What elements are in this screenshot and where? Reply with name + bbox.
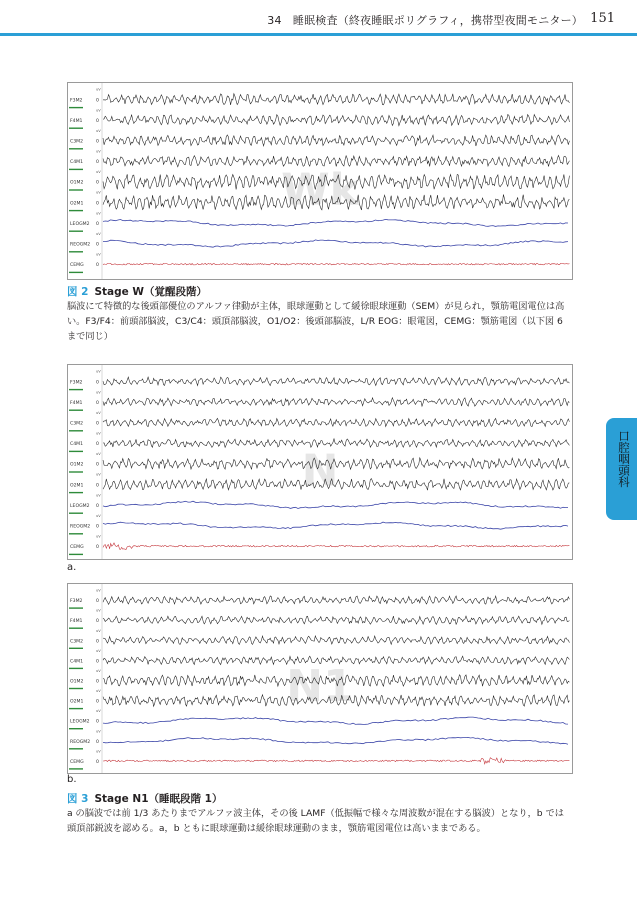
channel-unit: uV <box>96 588 101 593</box>
channel-unit: uV <box>96 709 101 714</box>
channel-zero: 0 <box>96 524 99 530</box>
channel-label: O2M1 <box>70 483 84 489</box>
channel-trace <box>103 240 568 247</box>
channel-label: C4M1 <box>70 659 84 665</box>
channel-zero: 0 <box>96 180 99 186</box>
channel-zero: 0 <box>96 421 99 427</box>
channel-label: F4M1 <box>70 619 83 625</box>
channel-zero: 0 <box>96 160 99 166</box>
channel-label: CEMG <box>70 759 84 765</box>
channel-unit: uV <box>96 431 101 436</box>
channel-trace <box>103 616 569 624</box>
figure3a-sub-label: a. <box>67 562 77 573</box>
header-rule <box>0 33 637 36</box>
channel-unit: uV <box>96 648 101 653</box>
channel-label: C4M1 <box>70 442 84 448</box>
channel-label: O2M1 <box>70 201 84 207</box>
channel-unit: uV <box>96 252 101 257</box>
running-title: 34 睡眠検査（終夜睡眠ポリグラフィ，携帯型夜間モニター） <box>267 14 583 27</box>
channel-unit: uV <box>96 190 101 195</box>
channel-unit: uV <box>96 390 101 395</box>
channel-zero: 0 <box>96 759 99 765</box>
channel-zero: 0 <box>96 263 99 269</box>
channel-unit: uV <box>96 628 101 633</box>
eeg-panel-fig2 <box>67 82 573 280</box>
channel-trace <box>103 219 568 226</box>
figure2-caption-body: 脳波にて特徴的な後頭部優位のアルファ律動が主体，眼球運動として緩徐眼球運動（SEM）が見られ，顎筋電図電位は高い。F3/F4：前頭部脳波，C3/C4：頭頂部脳波，O1/O2：後頭部脳波，L/R EOG：眼電図，CEMG：顎筋電図（以下図 6 まで同じ） <box>67 301 565 342</box>
channel-label: F4M1 <box>70 400 83 406</box>
channel-unit: uV <box>96 128 101 133</box>
channel-unit: uV <box>96 369 101 374</box>
channel-unit: uV <box>96 211 101 216</box>
page-number: 151 <box>590 11 615 26</box>
channel-trace <box>103 522 568 529</box>
channel-label: REOGM2 <box>70 739 91 745</box>
channel-unit: uV <box>96 729 101 734</box>
channel-trace <box>103 418 569 426</box>
channel-trace <box>103 758 569 764</box>
channel-trace <box>103 398 569 407</box>
channel-unit: uV <box>96 493 101 498</box>
channel-trace <box>103 135 569 146</box>
page-header <box>0 0 637 46</box>
channel-zero: 0 <box>96 118 99 124</box>
panel-watermark: N1 <box>286 661 354 713</box>
channel-zero: 0 <box>96 483 99 489</box>
channel-zero: 0 <box>96 380 99 386</box>
channel-zero: 0 <box>96 599 99 605</box>
eeg-chart-fig2 <box>68 83 572 279</box>
channel-trace <box>103 263 569 265</box>
channel-label: CEMG <box>70 545 84 551</box>
channel-zero: 0 <box>96 442 99 448</box>
channel-trace <box>103 155 569 166</box>
channel-unit: uV <box>96 87 101 92</box>
channel-unit: uV <box>96 513 101 518</box>
side-tab-label: 口腔咽頭科 <box>617 430 631 488</box>
eeg-chart-fig3b <box>68 584 572 773</box>
channel-unit: uV <box>96 149 101 154</box>
channel-trace <box>103 596 569 605</box>
channel-zero: 0 <box>96 545 99 551</box>
panel-watermark: N <box>301 445 339 497</box>
channel-zero: 0 <box>96 503 99 509</box>
figure3-label: 図 3 <box>67 793 89 805</box>
channel-label: LEOGM2 <box>70 719 90 725</box>
channel-zero: 0 <box>96 462 99 468</box>
channel-unit: uV <box>96 534 101 539</box>
channel-trace <box>103 501 568 508</box>
figure2-caption-title <box>67 284 207 299</box>
channel-zero: 0 <box>96 659 99 665</box>
figure3-caption-body: a の脳波では前 1/3 あたりまでアルファ波主体，その後 LAMF（低振幅で様々な周波数が混在する脳波）となり，b では頭頂部鋭波を認める。a，b ともに眼球運動は緩徐眼球運動のまま，顎筋電図電位は高いままである。 <box>67 808 564 834</box>
channel-unit: uV <box>96 749 101 754</box>
channel-label: O1M2 <box>70 462 84 468</box>
figure3b-sub-label: b. <box>67 774 77 785</box>
channel-label: F4M1 <box>70 118 83 124</box>
channel-label: O1M2 <box>70 679 84 685</box>
channel-zero: 0 <box>96 221 99 227</box>
figure2-title: Stage W（覚醒段階） <box>94 286 208 298</box>
channel-unit: uV <box>96 689 101 694</box>
channel-zero: 0 <box>96 619 99 625</box>
figure3-title: Stage N1（睡眠段階 1） <box>94 793 223 805</box>
channel-trace <box>103 737 568 744</box>
channel-unit: uV <box>96 231 101 236</box>
figure2-label: 図 2 <box>67 286 89 298</box>
channel-label: REOGM2 <box>70 524 91 530</box>
channel-label: F3M2 <box>70 98 83 104</box>
channel-unit: uV <box>96 669 101 674</box>
channel-zero: 0 <box>96 739 99 745</box>
channel-unit: uV <box>96 108 101 113</box>
channel-unit: uV <box>96 472 101 477</box>
channel-label: F3M2 <box>70 380 83 386</box>
channel-zero: 0 <box>96 639 99 645</box>
channel-zero: 0 <box>96 719 99 725</box>
eeg-chart-fig3a <box>68 365 572 559</box>
channel-trace <box>103 115 569 126</box>
channel-label: F3M2 <box>70 599 83 605</box>
channel-zero: 0 <box>96 201 99 207</box>
channel-label: LEOGM2 <box>70 221 90 227</box>
channel-zero: 0 <box>96 98 99 104</box>
channel-trace <box>103 636 569 645</box>
channel-zero: 0 <box>96 242 99 248</box>
channel-label: O1M2 <box>70 180 84 186</box>
channel-trace <box>103 94 569 105</box>
channel-unit: uV <box>96 170 101 175</box>
channel-label: O2M1 <box>70 699 84 705</box>
channel-label: C3M2 <box>70 639 84 645</box>
channel-zero: 0 <box>96 699 99 705</box>
channel-zero: 0 <box>96 400 99 406</box>
channel-label: C3M2 <box>70 421 84 427</box>
figure3-caption-title <box>67 791 222 806</box>
channel-zero: 0 <box>96 679 99 685</box>
channel-trace <box>103 717 568 724</box>
channel-trace <box>103 377 569 386</box>
channel-unit: uV <box>96 410 101 415</box>
channel-label: C4M1 <box>70 160 84 166</box>
channel-label: LEOGM2 <box>70 503 90 509</box>
channel-label: C3M2 <box>70 139 84 145</box>
panel-watermark: Wk <box>281 164 359 216</box>
channel-label: CEMG <box>70 263 84 269</box>
eeg-panel-fig3b <box>67 583 573 774</box>
channel-label: REOGM2 <box>70 242 91 248</box>
channel-trace <box>103 543 569 550</box>
eeg-panel-fig3a <box>67 364 573 560</box>
channel-unit: uV <box>96 452 101 457</box>
channel-zero: 0 <box>96 139 99 145</box>
channel-unit: uV <box>96 608 101 613</box>
